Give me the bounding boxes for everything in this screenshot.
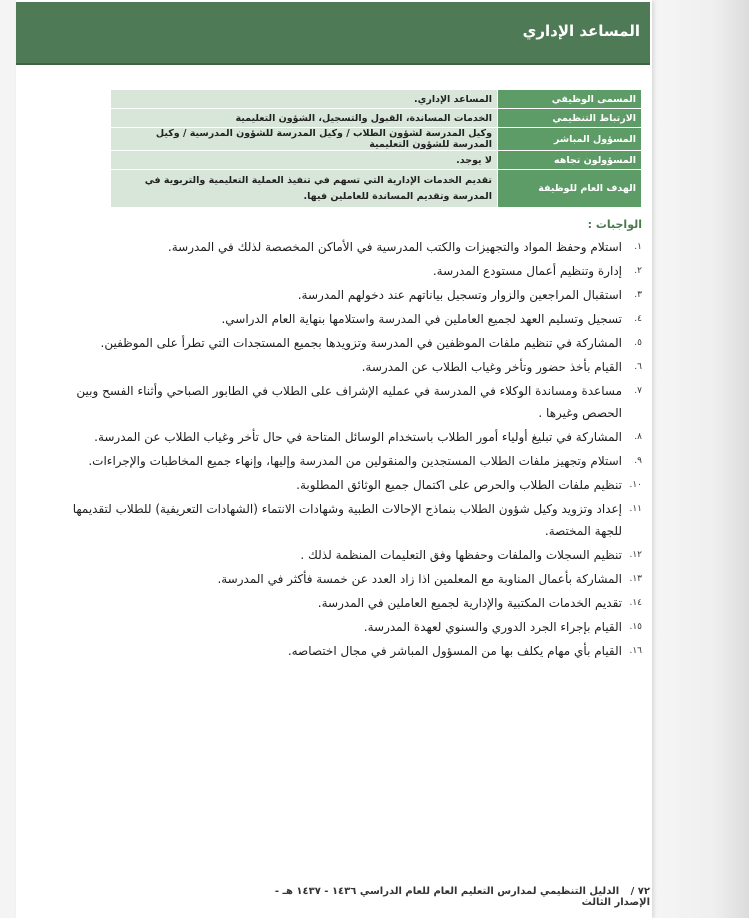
duties-section <box>60 218 642 664</box>
job-title-label: المسمى الوظيفي <box>498 90 642 109</box>
list-item-number: ٢. <box>634 266 642 276</box>
general-goal-label: الهدف العام للوظيفة <box>498 170 642 208</box>
job-info-table <box>110 89 642 208</box>
duties-heading: الواجبات : <box>587 218 642 231</box>
list-item-number: ١٥. <box>629 622 642 632</box>
org-link-label: الارتباط التنظيمي <box>498 109 642 128</box>
header-bar <box>16 2 650 65</box>
table-row <box>111 109 642 128</box>
table-row <box>111 170 642 208</box>
list-item-number: ١٠. <box>629 480 642 490</box>
page-number: ٧٢ / <box>630 886 650 897</box>
list-item-text: القيام بإجراء الجرد الدوري والسنوي لعهدة المدرسة. <box>363 620 622 634</box>
list-item <box>60 616 642 638</box>
list-item-number: ١٣. <box>629 574 642 584</box>
list-item-text: إعداد وتزويد وكيل شؤون الطلاب بنماذج الإحالات الطبية وشهادات الانتماء (الشهادات التعريفية) للطلاب لتقديمها للجهة المختصة. <box>72 502 622 538</box>
list-item <box>60 474 642 496</box>
list-item <box>60 544 642 566</box>
list-item <box>60 450 642 472</box>
list-item <box>60 640 642 662</box>
list-item <box>60 568 642 590</box>
direct-supervisor-label: المسؤول المباشر <box>498 128 642 151</box>
list-item-number: ١٦. <box>629 646 642 656</box>
list-item-text: المشاركة في تبليغ أولياء أمور الطلاب باستخدام الوسائل المتاحة في حال تأخر وغياب الطلاب عن المدرسة. <box>94 430 622 444</box>
list-item-number: ١١. <box>629 504 642 514</box>
table-row <box>111 90 642 109</box>
page-title: المساعد الإداري <box>522 22 640 40</box>
list-item-number: ٤. <box>634 314 642 324</box>
list-item-text: استلام وتجهيز ملفات الطلاب المستجدين والمنقولين من المدرسة وإليها، وإنهاء جميع المخاطبات والإجراءات. <box>88 454 622 468</box>
list-item <box>60 332 642 354</box>
list-item-number: ١٤. <box>629 598 642 608</box>
list-item-number: ٥. <box>634 338 642 348</box>
list-item <box>60 260 642 282</box>
list-item <box>60 236 642 258</box>
duties-list <box>60 236 642 662</box>
subordinates-label: المسؤولون تجاهه <box>498 151 642 170</box>
list-item-number: ٣. <box>634 290 642 300</box>
general-goal-value: تقديم الخدمات الإدارية التي تسهم في تنفيذ العملية التعليمية والتربوية في المدرسة وتقديم المساندة للعاملين فيها. <box>111 170 498 208</box>
table-row <box>111 128 642 151</box>
org-link-value: الخدمات المساندة، القبول والتسجيل، الشؤون التعليمية <box>111 109 498 128</box>
table-row <box>111 151 642 170</box>
direct-supervisor-value: وكيل المدرسة لشؤون الطلاب / وكيل المدرسة للشؤون المدرسية / وكيل المدرسة للشؤون التعليمية <box>111 128 498 151</box>
list-item-number: ١. <box>634 242 642 252</box>
list-item <box>60 426 642 448</box>
list-item <box>60 380 642 424</box>
list-item-text: تسجيل وتسليم العهد لجميع العاملين في المدرسة واستلامها بنهاية العام الدراسي. <box>221 312 622 326</box>
list-item-number: ٨. <box>634 432 642 442</box>
list-item-number: ٧. <box>634 386 642 396</box>
list-item-text: استلام وحفظ المواد والتجهيزات والكتب المدرسية في الأماكن المخصصة لذلك في المدرسة. <box>167 240 622 254</box>
list-item-text: القيام بأخذ حضور وتأخر وغياب الطلاب عن المدرسة. <box>361 360 622 374</box>
subordinates-value: لا يوجد. <box>111 151 498 170</box>
list-item-number: ٩. <box>634 456 642 466</box>
page-edge-shadow <box>649 0 749 918</box>
list-item-text: القيام بأي مهام يكلف بها من المسؤول المباشر في مجال اختصاصه. <box>287 644 622 658</box>
page-footer <box>260 886 650 908</box>
list-item <box>60 284 642 306</box>
list-item-text: تنظيم ملفات الطلاب والحرص على اكتمال جميع الوثائق المطلوبة. <box>296 478 622 492</box>
list-item <box>60 498 642 542</box>
list-item <box>60 356 642 378</box>
list-item-text: المشاركة في تنظيم ملفات الموظفين في المدرسة وتزويدها بجميع المستجدات التي تطرأ على الموظفين. <box>100 336 622 350</box>
job-title-value: المساعد الإداري. <box>111 90 498 109</box>
list-item-number: ٦. <box>634 362 642 372</box>
list-item-text: مساعدة ومساندة الوكلاء في المدرسة في عمليه الإشراف على الطلاب في الطابور الصباحي وأثناء الفسح وبين الحصص وغيرها . <box>76 384 622 420</box>
list-item-text: المشاركة بأعمال المناوبة مع المعلمين اذا زاد العدد عن خمسة فأكثر في المدرسة. <box>217 572 622 586</box>
footer-text: الدليل التنظيمي لمدارس التعليم العام للعام الدراسي ١٤٣٦ - ١٤٣٧ هـ - الإصدار الثالث <box>274 886 650 908</box>
list-item-text: استقبال المراجعين والزوار وتسجيل بياناتهم عند دخولهم المدرسة. <box>297 288 622 302</box>
list-item-number: ١٢. <box>629 550 642 560</box>
list-item-text: تنظيم السجلات والملفات وحفظها وفق التعليمات المنظمة لذلك . <box>300 548 622 562</box>
list-item <box>60 592 642 614</box>
list-item <box>60 308 642 330</box>
list-item-text: تقديم الخدمات المكتبية والإدارية لجميع العاملين في المدرسة. <box>317 596 622 610</box>
list-item-text: إدارة وتنظيم أعمال مستودع المدرسة. <box>432 264 622 278</box>
